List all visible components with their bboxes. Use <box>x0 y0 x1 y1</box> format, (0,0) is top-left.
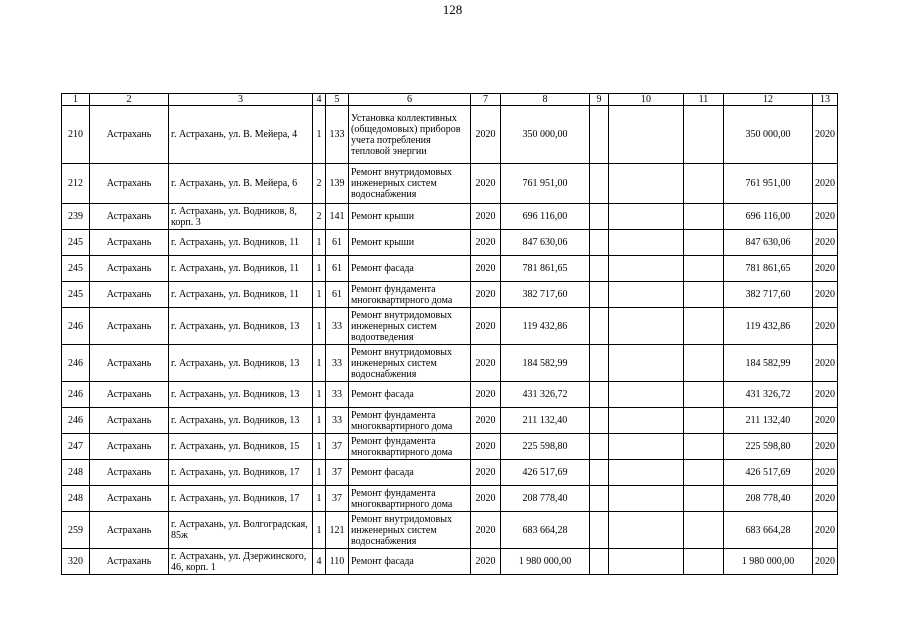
empty-cell <box>609 486 684 512</box>
empty-cell <box>590 512 609 549</box>
year-cell: 2020 <box>471 256 501 282</box>
table-row <box>62 308 838 345</box>
address-cell: г. Астрахань, ул. Водников, 17 <box>169 486 313 512</box>
work-type-cell: Ремонт внутридомовых инженерных систем водоотведения <box>349 308 471 345</box>
entrance-cell: 1 <box>313 486 326 512</box>
work-type-cell: Ремонт фундамента многоквартирного дома <box>349 486 471 512</box>
empty-cell <box>609 434 684 460</box>
end-year-cell: 2020 <box>813 549 838 575</box>
end-year-cell: 2020 <box>813 382 838 408</box>
code-cell: 33 <box>326 408 349 434</box>
table-row <box>62 204 838 230</box>
code-cell: 33 <box>326 382 349 408</box>
year-cell: 2020 <box>471 460 501 486</box>
row-index-cell: 246 <box>62 345 90 382</box>
row-index-cell: 320 <box>62 549 90 575</box>
total-cell: 696 116,00 <box>724 204 813 230</box>
entrance-cell: 1 <box>313 308 326 345</box>
work-type-cell: Ремонт внутридомовых инженерных систем водоснабжения <box>349 345 471 382</box>
cost-cell: 225 598,80 <box>501 434 590 460</box>
cost-cell: 431 326,72 <box>501 382 590 408</box>
address-cell: г. Астрахань, ул. Водников, 13 <box>169 408 313 434</box>
cost-cell: 119 432,86 <box>501 308 590 345</box>
total-cell: 1 980 000,00 <box>724 549 813 575</box>
entrance-cell: 1 <box>313 230 326 256</box>
cost-cell: 208 778,40 <box>501 486 590 512</box>
year-cell: 2020 <box>471 345 501 382</box>
empty-cell <box>684 486 724 512</box>
table-row <box>62 460 838 486</box>
column-header: 12 <box>724 94 813 106</box>
address-cell: г. Астрахань, ул. Водников, 15 <box>169 434 313 460</box>
empty-cell <box>609 460 684 486</box>
row-index-cell: 210 <box>62 106 90 164</box>
city-cell: Астрахань <box>90 486 169 512</box>
code-cell: 33 <box>326 308 349 345</box>
empty-cell <box>609 164 684 204</box>
city-cell: Астрахань <box>90 164 169 204</box>
column-header: 13 <box>813 94 838 106</box>
code-cell: 61 <box>326 282 349 308</box>
total-cell: 350 000,00 <box>724 106 813 164</box>
end-year-cell: 2020 <box>813 230 838 256</box>
address-cell: г. Астрахань, ул. Водников, 11 <box>169 230 313 256</box>
code-cell: 61 <box>326 256 349 282</box>
table-row <box>62 230 838 256</box>
empty-cell <box>590 204 609 230</box>
empty-cell <box>684 382 724 408</box>
end-year-cell: 2020 <box>813 256 838 282</box>
total-cell: 781 861,65 <box>724 256 813 282</box>
column-header: 6 <box>349 94 471 106</box>
empty-cell <box>590 282 609 308</box>
empty-cell <box>684 512 724 549</box>
row-index-cell: 248 <box>62 460 90 486</box>
entrance-cell: 4 <box>313 549 326 575</box>
row-index-cell: 248 <box>62 486 90 512</box>
column-header: 1 <box>62 94 90 106</box>
empty-cell <box>609 204 684 230</box>
work-type-cell: Ремонт внутридомовых инженерных систем водоснабжения <box>349 164 471 204</box>
column-header: 10 <box>609 94 684 106</box>
total-cell: 431 326,72 <box>724 382 813 408</box>
work-type-cell: Ремонт внутридомовых инженерных систем водоснабжения <box>349 512 471 549</box>
empty-cell <box>609 549 684 575</box>
code-cell: 37 <box>326 434 349 460</box>
entrance-cell: 1 <box>313 408 326 434</box>
empty-cell <box>609 512 684 549</box>
empty-cell <box>609 282 684 308</box>
row-index-cell: 245 <box>62 256 90 282</box>
work-type-cell: Ремонт фундамента многоквартирного дома <box>349 408 471 434</box>
code-cell: 133 <box>326 106 349 164</box>
page-number: 128 <box>442 2 463 17</box>
city-cell: Астрахань <box>90 308 169 345</box>
total-cell: 119 432,86 <box>724 308 813 345</box>
cost-cell: 426 517,69 <box>501 460 590 486</box>
year-cell: 2020 <box>471 549 501 575</box>
column-header: 5 <box>326 94 349 106</box>
column-header: 2 <box>90 94 169 106</box>
city-cell: Астрахань <box>90 408 169 434</box>
work-type-cell: Ремонт фасада <box>349 549 471 575</box>
year-cell: 2020 <box>471 204 501 230</box>
table-row <box>62 408 838 434</box>
column-header: 8 <box>501 94 590 106</box>
column-header: 9 <box>590 94 609 106</box>
column-number-row <box>62 94 838 106</box>
code-cell: 141 <box>326 204 349 230</box>
table-row <box>62 106 838 164</box>
row-index-cell: 245 <box>62 282 90 308</box>
empty-cell <box>590 230 609 256</box>
column-header: 11 <box>684 94 724 106</box>
cost-cell: 211 132,40 <box>501 408 590 434</box>
cost-cell: 1 980 000,00 <box>501 549 590 575</box>
row-index-cell: 246 <box>62 382 90 408</box>
address-cell: г. Астрахань, ул. Водников, 17 <box>169 460 313 486</box>
city-cell: Астрахань <box>90 434 169 460</box>
empty-cell <box>684 230 724 256</box>
total-cell: 761 951,00 <box>724 164 813 204</box>
total-cell: 211 132,40 <box>724 408 813 434</box>
total-cell: 208 778,40 <box>724 486 813 512</box>
address-cell: г. Астрахань, ул. Дзержинского, 46, корп. 1 <box>169 549 313 575</box>
row-index-cell: 246 <box>62 408 90 434</box>
end-year-cell: 2020 <box>813 408 838 434</box>
total-cell: 426 517,69 <box>724 460 813 486</box>
empty-cell <box>684 164 724 204</box>
entrance-cell: 1 <box>313 345 326 382</box>
total-cell: 184 582,99 <box>724 345 813 382</box>
work-type-cell: Установка коллективных (общедомовых) приборов учета потребления тепловой энергии <box>349 106 471 164</box>
end-year-cell: 2020 <box>813 434 838 460</box>
empty-cell <box>684 408 724 434</box>
end-year-cell: 2020 <box>813 282 838 308</box>
empty-cell <box>684 345 724 382</box>
entrance-cell: 1 <box>313 512 326 549</box>
end-year-cell: 2020 <box>813 204 838 230</box>
entrance-cell: 1 <box>313 382 326 408</box>
work-type-cell: Ремонт фасада <box>349 256 471 282</box>
table-row <box>62 549 838 575</box>
cost-cell: 184 582,99 <box>501 345 590 382</box>
empty-cell <box>609 106 684 164</box>
entrance-cell: 1 <box>313 106 326 164</box>
address-cell: г. Астрахань, ул. Волгоградская, 85ж <box>169 512 313 549</box>
year-cell: 2020 <box>471 512 501 549</box>
code-cell: 61 <box>326 230 349 256</box>
cost-cell: 696 116,00 <box>501 204 590 230</box>
city-cell: Астрахань <box>90 345 169 382</box>
column-header: 3 <box>169 94 313 106</box>
register-table <box>61 93 838 575</box>
cost-cell: 761 951,00 <box>501 164 590 204</box>
empty-cell <box>609 382 684 408</box>
work-type-cell: Ремонт фасада <box>349 460 471 486</box>
city-cell: Астрахань <box>90 382 169 408</box>
entrance-cell: 1 <box>313 460 326 486</box>
code-cell: 121 <box>326 512 349 549</box>
code-cell: 139 <box>326 164 349 204</box>
entrance-cell: 1 <box>313 282 326 308</box>
empty-cell <box>590 345 609 382</box>
table-row <box>62 164 838 204</box>
total-cell: 847 630,06 <box>724 230 813 256</box>
address-cell: г. Астрахань, ул. Водников, 13 <box>169 345 313 382</box>
address-cell: г. Астрахань, ул. Водников, 8, корп. 3 <box>169 204 313 230</box>
year-cell: 2020 <box>471 282 501 308</box>
year-cell: 2020 <box>471 434 501 460</box>
year-cell: 2020 <box>471 486 501 512</box>
table-row <box>62 345 838 382</box>
row-index-cell: 247 <box>62 434 90 460</box>
empty-cell <box>684 460 724 486</box>
table-row <box>62 434 838 460</box>
column-header: 4 <box>313 94 326 106</box>
table-row <box>62 256 838 282</box>
total-cell: 382 717,60 <box>724 282 813 308</box>
row-index-cell: 259 <box>62 512 90 549</box>
work-type-cell: Ремонт фундамента многоквартирного дома <box>349 434 471 460</box>
empty-cell <box>590 382 609 408</box>
cost-cell: 382 717,60 <box>501 282 590 308</box>
year-cell: 2020 <box>471 308 501 345</box>
address-cell: г. Астрахань, ул. В. Мейера, 4 <box>169 106 313 164</box>
table-row <box>62 382 838 408</box>
empty-cell <box>684 549 724 575</box>
empty-cell <box>684 204 724 230</box>
empty-cell <box>590 460 609 486</box>
end-year-cell: 2020 <box>813 106 838 164</box>
end-year-cell: 2020 <box>813 345 838 382</box>
city-cell: Астрахань <box>90 230 169 256</box>
city-cell: Астрахань <box>90 282 169 308</box>
row-index-cell: 246 <box>62 308 90 345</box>
year-cell: 2020 <box>471 106 501 164</box>
empty-cell <box>590 434 609 460</box>
table-row <box>62 282 838 308</box>
entrance-cell: 1 <box>313 256 326 282</box>
row-index-cell: 239 <box>62 204 90 230</box>
empty-cell <box>590 256 609 282</box>
city-cell: Астрахань <box>90 204 169 230</box>
empty-cell <box>590 408 609 434</box>
city-cell: Астрахань <box>90 460 169 486</box>
empty-cell <box>684 434 724 460</box>
empty-cell <box>590 106 609 164</box>
year-cell: 2020 <box>471 164 501 204</box>
total-cell: 225 598,80 <box>724 434 813 460</box>
year-cell: 2020 <box>471 382 501 408</box>
code-cell: 110 <box>326 549 349 575</box>
code-cell: 37 <box>326 460 349 486</box>
entrance-cell: 2 <box>313 164 326 204</box>
table-row <box>62 486 838 512</box>
empty-cell <box>590 164 609 204</box>
empty-cell <box>684 308 724 345</box>
end-year-cell: 2020 <box>813 512 838 549</box>
empty-cell <box>590 308 609 345</box>
work-type-cell: Ремонт фасада <box>349 382 471 408</box>
end-year-cell: 2020 <box>813 486 838 512</box>
empty-cell <box>609 345 684 382</box>
empty-cell <box>609 308 684 345</box>
empty-cell <box>684 256 724 282</box>
city-cell: Астрахань <box>90 549 169 575</box>
city-cell: Астрахань <box>90 512 169 549</box>
end-year-cell: 2020 <box>813 164 838 204</box>
total-cell: 683 664,28 <box>724 512 813 549</box>
address-cell: г. Астрахань, ул. Водников, 11 <box>169 256 313 282</box>
address-cell: г. Астрахань, ул. Водников, 13 <box>169 308 313 345</box>
row-index-cell: 212 <box>62 164 90 204</box>
end-year-cell: 2020 <box>813 308 838 345</box>
address-cell: г. Астрахань, ул. Водников, 13 <box>169 382 313 408</box>
empty-cell <box>609 256 684 282</box>
cost-cell: 683 664,28 <box>501 512 590 549</box>
end-year-cell: 2020 <box>813 460 838 486</box>
table-row <box>62 512 838 549</box>
empty-cell <box>609 230 684 256</box>
cost-cell: 781 861,65 <box>501 256 590 282</box>
city-cell: Астрахань <box>90 106 169 164</box>
year-cell: 2020 <box>471 408 501 434</box>
empty-cell <box>684 282 724 308</box>
empty-cell <box>684 106 724 164</box>
code-cell: 33 <box>326 345 349 382</box>
address-cell: г. Астрахань, ул. Водников, 11 <box>169 282 313 308</box>
row-index-cell: 245 <box>62 230 90 256</box>
code-cell: 37 <box>326 486 349 512</box>
cost-cell: 350 000,00 <box>501 106 590 164</box>
empty-cell <box>590 486 609 512</box>
entrance-cell: 2 <box>313 204 326 230</box>
work-type-cell: Ремонт крыши <box>349 204 471 230</box>
work-type-cell: Ремонт крыши <box>349 230 471 256</box>
address-cell: г. Астрахань, ул. В. Мейера, 6 <box>169 164 313 204</box>
empty-cell <box>590 549 609 575</box>
column-header: 7 <box>471 94 501 106</box>
city-cell: Астрахань <box>90 256 169 282</box>
year-cell: 2020 <box>471 230 501 256</box>
work-type-cell: Ремонт фундамента многоквартирного дома <box>349 282 471 308</box>
empty-cell <box>609 408 684 434</box>
cost-cell: 847 630,06 <box>501 230 590 256</box>
entrance-cell: 1 <box>313 434 326 460</box>
